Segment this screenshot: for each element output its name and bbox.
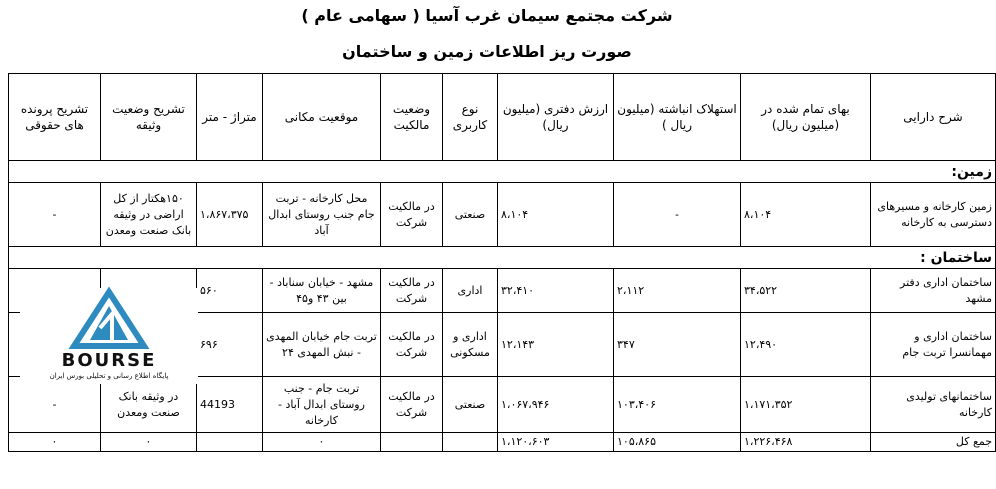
col-book-value: ارزش دفتری (میلیون ریال) xyxy=(498,74,614,161)
table-row: ساختمان اداری و مهمانسرا تربت جام ۱۲،۴۹۰ ۳۴۷ ۱۲،۱۴۳ اداری و مسکونی در مالکیت شرکت تربت جام خیابان المهدی - نبش المهدی ۲۴ ۶۹۶ xyxy=(9,313,996,377)
col-area: متراژ - متر xyxy=(197,74,263,161)
col-depreciation: استهلاک انباشته (میلیون ریال ) xyxy=(614,74,741,161)
bourse-watermark xyxy=(20,288,198,384)
assets-table xyxy=(8,73,996,452)
section-land: زمین: xyxy=(9,161,996,183)
col-location: موقعیت مکانی xyxy=(263,74,381,161)
logo-brand: BOURSE xyxy=(61,350,157,371)
col-description: شرح دارایی xyxy=(871,74,996,161)
col-usage: نوع کاربری xyxy=(443,74,498,161)
table-row: ساختمانهای تولیدی کارخانه ۱،۱۷۱،۳۵۲ ۱۰۳،۴۰۶ ۱،۰۶۷،۹۴۶ صنعتی در مالکیت شرکت تربت جام - جنب روستای ابدال آباد - کارخانه 44193 در وثیقه بانک صنعت ومعدن - xyxy=(9,377,996,433)
section-building: ساختمان : xyxy=(9,247,996,269)
col-legal: تشریح پرونده های حقوقی xyxy=(9,74,101,161)
report-title: صورت ریز اطلاعات زمین و ساختمان xyxy=(342,42,632,61)
header-row xyxy=(9,74,996,161)
col-cost: بهای تمام شده در (میلیون ریال) xyxy=(741,74,871,161)
table-row: ساختمان اداری دفتر مشهد ۳۴،۵۲۲ ۲،۱۱۲ ۳۲،۴۱۰ اداری در مالکیت شرکت مشهد - خیابان سناباد - بین ۴۳ و۴۵ ۵۶۰ xyxy=(9,269,996,313)
total-row: جمع کل ۱،۲۲۶،۴۶۸ ۱۰۵،۸۶۵ ۱،۱۲۰،۶۰۳ ۰ ۰ ۰ xyxy=(9,433,996,452)
table-row: زمین کارخانه و مسیرهای دسترسی به کارخانه ۸،۱۰۴ - ۸،۱۰۴ صنعتی در مالکیت شرکت محل کارخانه - تربت جام جنب روستای ابدال آباد ۱،۸۶۷،۳۷۵ ۱۵۰هکتار از کل اراضی در وثیقه بانک صنعت ومعدن - xyxy=(9,183,996,247)
bourse-logo-icon xyxy=(20,288,198,350)
logo-tagline: پایگاه اطلاع رسانی و تحلیلی بورس ایران xyxy=(49,372,169,380)
col-ownership: وضعیت مالکیت xyxy=(381,74,443,161)
col-collateral: تشریح وضعیت وثیقه xyxy=(101,74,197,161)
company-title: شرکت مجتمع سیمان غرب آسیا ( سهامی عام ) xyxy=(301,6,673,25)
